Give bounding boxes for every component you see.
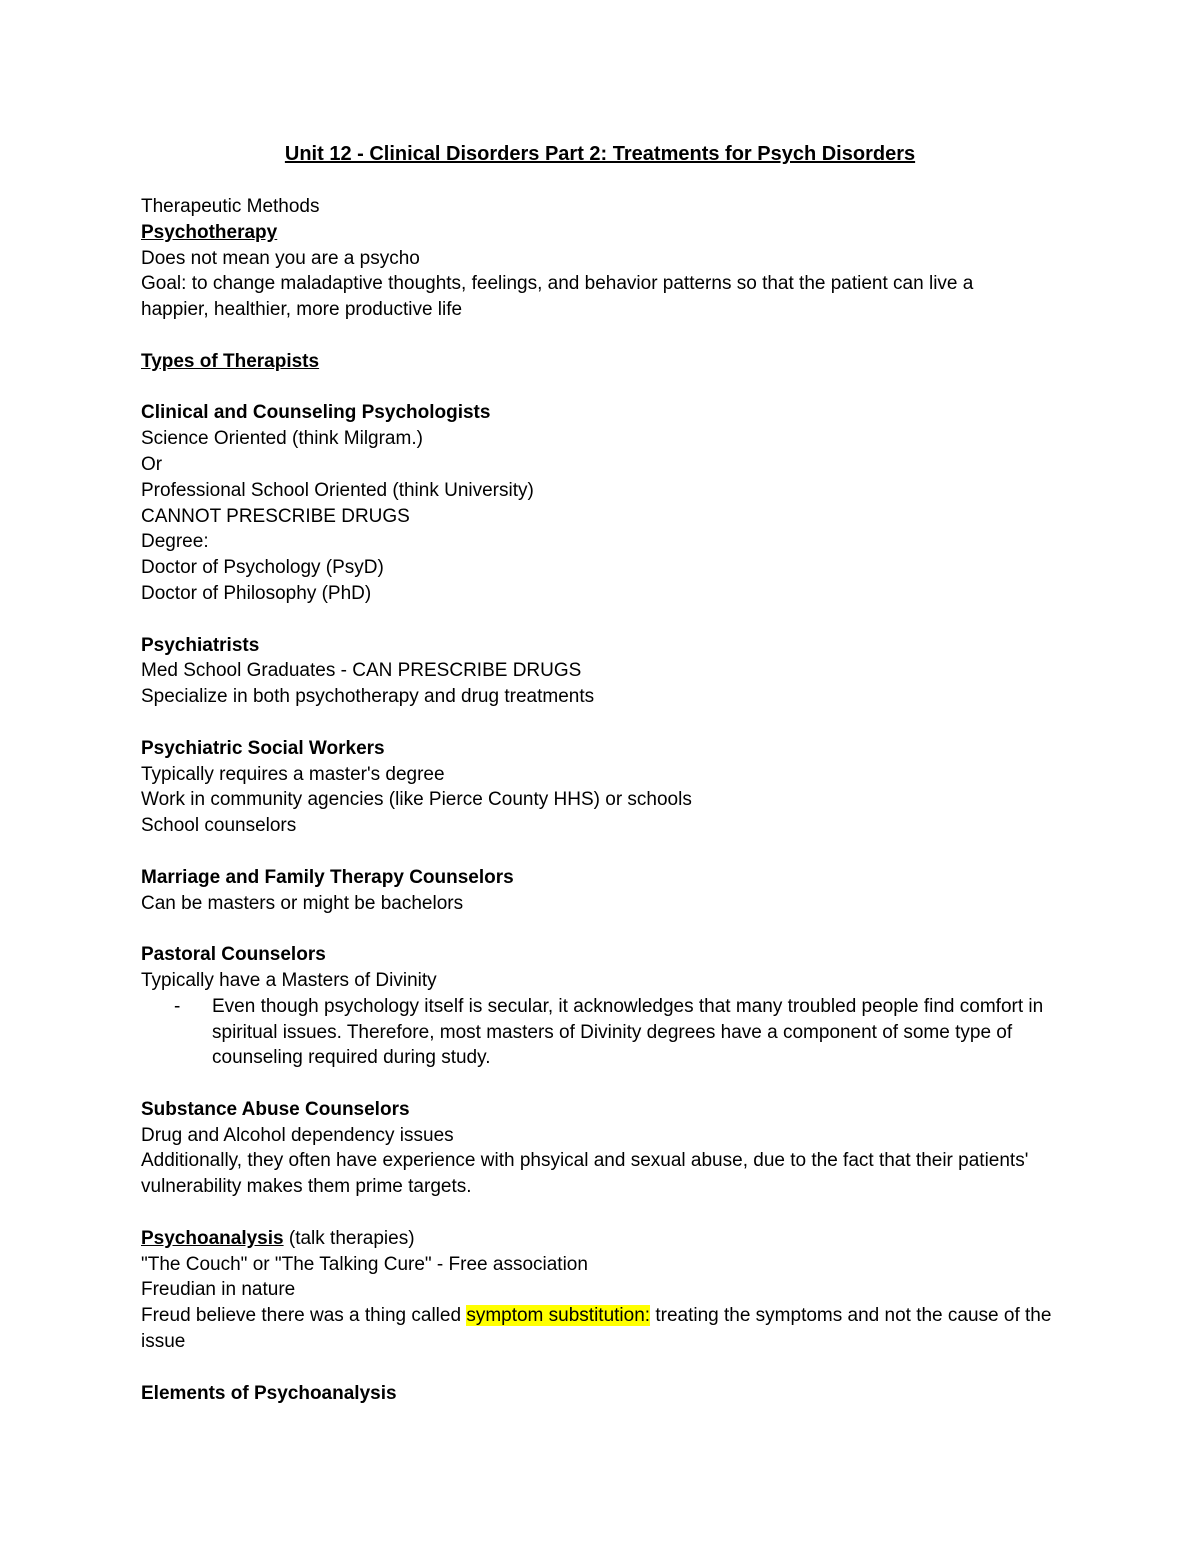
psychoanalysis-line: "The Couch" or "The Talking Cure" - Free association (141, 1253, 588, 1275)
psychoanalysis-heading: Psychoanalysis (141, 1227, 284, 1249)
psychoanalysis-heading-suffix: (talk therapies) (283, 1227, 415, 1249)
types-of-therapists-heading: Types of Therapists (141, 350, 320, 372)
spacer (141, 1071, 1071, 1097)
pastoral-heading: Pastoral Counselors (141, 944, 326, 966)
psychotherapy-heading: Psychotherapy (141, 221, 278, 243)
clinical-line: Or (141, 453, 163, 475)
psychoanalysis-line: Freudian in nature (141, 1279, 296, 1301)
social-workers-line: School counselors (141, 815, 297, 837)
psychoanalysis-symptom-line (141, 1303, 1056, 1355)
page-title: Unit 12 - Clinical Disorders Part 2: Treatments for Psych Disorders (284, 143, 916, 165)
clinical-line: Doctor of Philosophy (PhD) (141, 582, 372, 604)
clinical-heading: Clinical and Counseling Psychologists (141, 402, 491, 424)
elements-of-psychoanalysis-heading: Elements of Psychoanalysis (141, 1382, 397, 1404)
spacer (141, 1355, 1071, 1381)
psychiatrists-heading: Psychiatrists (141, 634, 260, 656)
pastoral-line: Typically have a Masters of Divinity (141, 969, 437, 991)
spacer (141, 710, 1071, 736)
psychotherapy-goal: Goal: to change maladaptive thoughts, feelings, and behavior patterns so that the patient can live a happier, healthier, more productive life (141, 273, 974, 321)
social-workers-line: Typically requires a master's degree (141, 763, 445, 785)
bullet-dash: - (174, 995, 181, 1017)
pastoral-bullet-text: Even though psychology itself is secular, it acknowledges that many troubled people find comfort in spiritual issues. Therefore, most masters of Divinity degrees have a component of some type of counseling required during study. (212, 995, 1044, 1069)
clinical-line: Science Oriented (think Milgram.) (141, 428, 423, 450)
psychiatrists-line: Specialize in both psychotherapy and drug treatments (141, 686, 595, 708)
symptom-line-pre: Freud believe there was a thing called (141, 1305, 467, 1327)
symptom-line-post: treating the symptoms and not the cause of the issue (141, 1305, 1052, 1353)
clinical-line: CANNOT PRESCRIBE DRUGS (141, 505, 410, 527)
substance-heading: Substance Abuse Counselors (141, 1098, 410, 1120)
substance-line: Drug and Alcohol dependency issues (141, 1124, 454, 1146)
document-body (141, 194, 1071, 1406)
spacer (141, 916, 1071, 942)
therapeutic-methods-label: Therapeutic Methods (141, 196, 320, 217)
clinical-line: Degree: (141, 531, 209, 553)
psychoanalysis-heading-line (141, 1226, 1071, 1252)
spacer (141, 1200, 1071, 1226)
social-workers-line: Work in community agencies (like Pierce County HHS) or schools (141, 789, 692, 811)
spacer (141, 375, 1071, 401)
social-workers-heading: Psychiatric Social Workers (141, 737, 385, 759)
psychotherapy-line-1: Does not mean you are a psycho (141, 247, 420, 269)
substance-line: Additionally, they often have experience with phsyical and sexual abuse, due to the fact that their patients' vulnerability makes them prime targets. (141, 1150, 1029, 1198)
clinical-line: Doctor of Psychology (PsyD) (141, 557, 384, 579)
psychiatrists-line: Med School Graduates - CAN PRESCRIBE DRUGS (141, 660, 582, 682)
clinical-line: Professional School Oriented (think University) (141, 479, 534, 501)
spacer (141, 323, 1071, 349)
spacer (141, 839, 1071, 865)
marriage-heading: Marriage and Family Therapy Counselors (141, 866, 514, 888)
spacer (141, 607, 1071, 633)
marriage-line: Can be masters or might be bachelors (141, 892, 464, 914)
symptom-substitution-highlight: symptom substitution: (466, 1305, 651, 1327)
pastoral-bullet (174, 994, 1071, 1071)
